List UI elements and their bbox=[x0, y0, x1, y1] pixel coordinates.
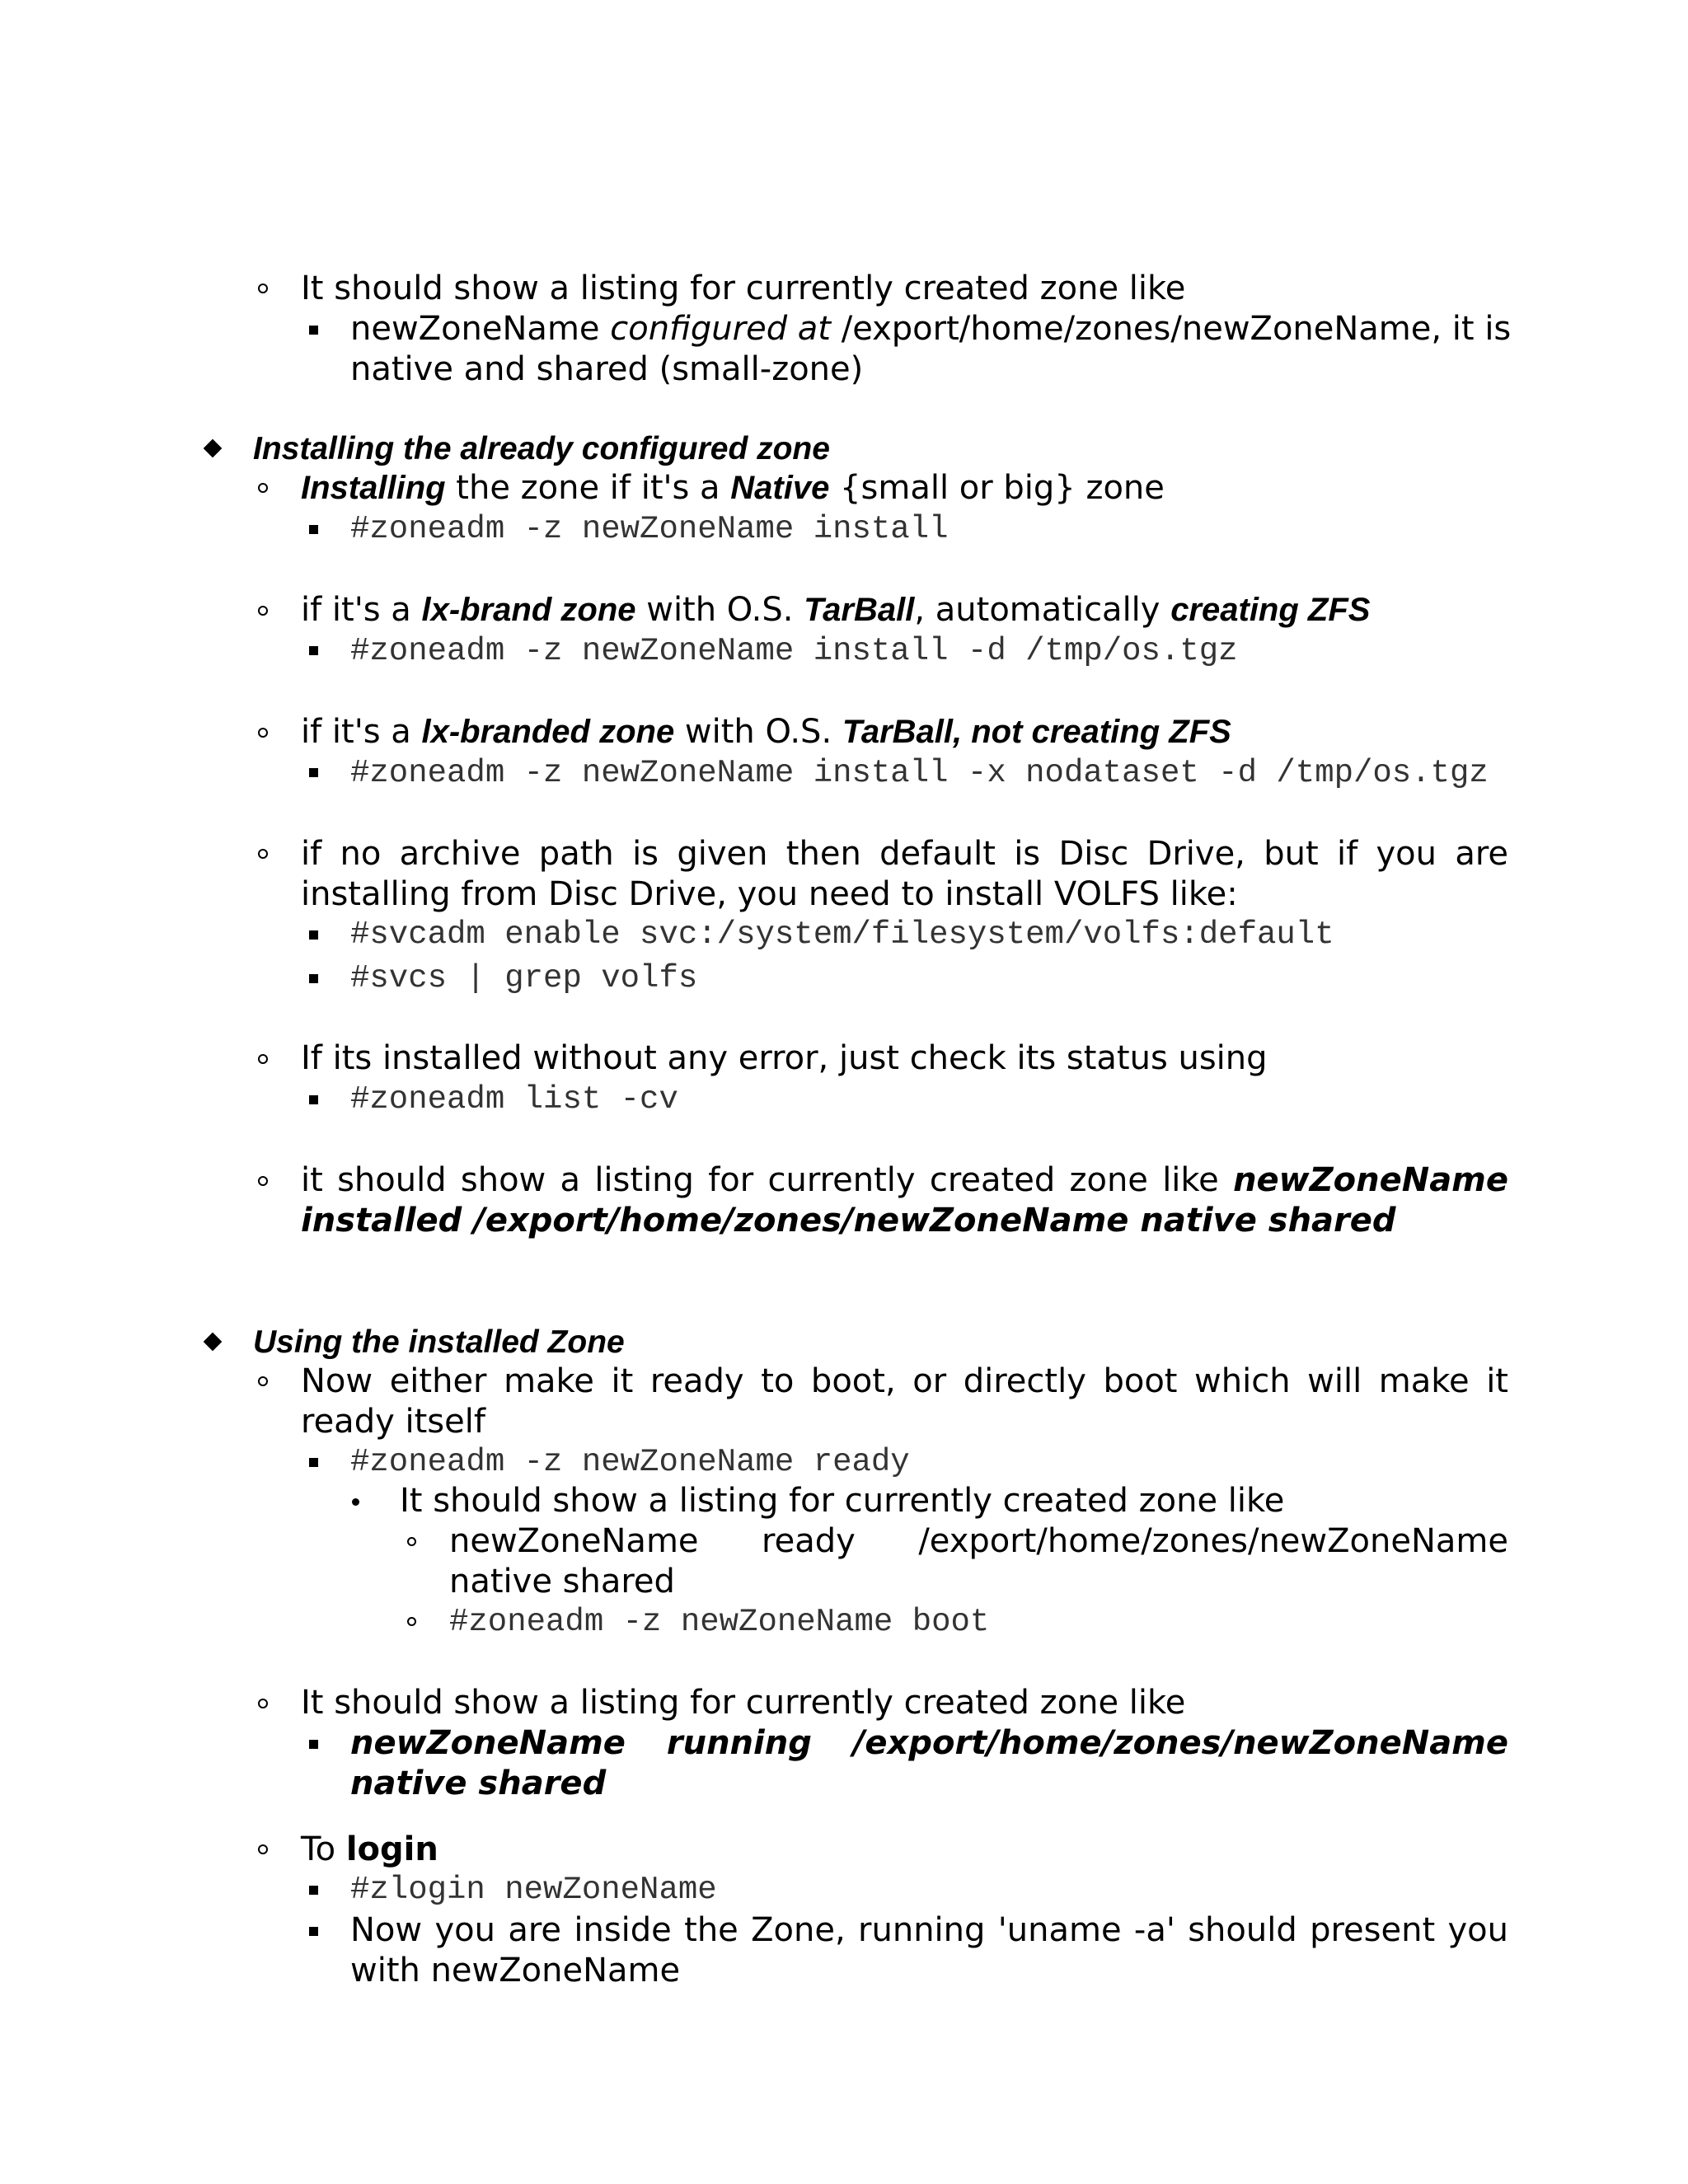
check-status-text bbox=[301, 1038, 1268, 1079]
text-run: newZoneName bbox=[350, 310, 611, 348]
hollow-circle-bullet-icon bbox=[258, 1376, 268, 1386]
hollow-circle-bullet-icon bbox=[258, 728, 268, 738]
text-run: ready bbox=[762, 1522, 856, 1560]
square-bullet-icon bbox=[309, 1095, 318, 1104]
text-run: #svcs | grep volfs bbox=[350, 960, 698, 996]
text-run: /export/home/zones/newZoneName bbox=[852, 1724, 1508, 1762]
command-zlogin bbox=[350, 1870, 717, 1910]
square-bullet-icon bbox=[309, 646, 318, 655]
text-run: , automatically bbox=[914, 591, 1171, 629]
text-run: newZoneName bbox=[449, 1522, 699, 1560]
text-run: /export/home/zones/newZoneName, it is bbox=[831, 310, 1512, 348]
text-run: #zoneadm -z newZoneName boot bbox=[449, 1604, 990, 1640]
text-run: To bbox=[301, 1830, 346, 1868]
configured-zone-line-2 bbox=[350, 349, 863, 390]
text-run: it should show a listing for currently created zone like bbox=[301, 1161, 1219, 1199]
installed-listing-text-2 bbox=[301, 1201, 1396, 1241]
square-bullet-icon bbox=[309, 1740, 318, 1749]
text-run: Installing the already configured zone bbox=[253, 431, 830, 466]
hollow-circle-bullet-icon bbox=[258, 1176, 268, 1186]
text-run: If its installed without any error, just check its status using bbox=[301, 1039, 1268, 1077]
text-run: installed /export/home/zones/newZoneName native shared bbox=[301, 1202, 1396, 1240]
square-bullet-icon bbox=[309, 768, 318, 777]
install-native-text bbox=[301, 468, 1165, 509]
hollow-circle-bullet-icon bbox=[258, 1699, 268, 1708]
text-run: native shared bbox=[350, 1765, 607, 1802]
inside-zone-text bbox=[350, 1910, 1508, 1951]
diamond-bullet-icon bbox=[204, 1333, 223, 1352]
text-run: if it's a bbox=[301, 591, 422, 629]
bold-italic-text-run: Native bbox=[730, 470, 830, 506]
command-install-d bbox=[350, 631, 1238, 672]
command-svcadm bbox=[350, 915, 1334, 955]
archive-path-text-2 bbox=[301, 874, 1238, 915]
text-run: if no archive path is given then default is Disc Drive, but if you are bbox=[301, 835, 1508, 873]
text-run: newZoneName bbox=[350, 1724, 626, 1762]
boot-ready-text bbox=[301, 1361, 1508, 1402]
running-status-line bbox=[350, 1723, 1508, 1764]
login-heading-text bbox=[301, 1830, 438, 1870]
text-run: It should show a listing for currently created zone like bbox=[400, 1482, 1285, 1520]
bold-italic-text-run: creating ZFS bbox=[1170, 592, 1371, 628]
text-run: if it's a bbox=[301, 713, 422, 751]
installed-listing-text bbox=[301, 1160, 1508, 1201]
hollow-circle-bullet-icon bbox=[258, 849, 268, 859]
command-list bbox=[350, 1080, 678, 1120]
square-bullet-icon bbox=[309, 1927, 318, 1936]
text-run: native shared bbox=[449, 1563, 675, 1601]
italic-text-run: configured at bbox=[610, 310, 831, 348]
ready-listing-text bbox=[400, 1481, 1284, 1521]
text-run: native and shared (small-zone) bbox=[350, 350, 864, 388]
lx-brand-text bbox=[301, 590, 1370, 630]
hollow-circle-bullet-icon bbox=[258, 1844, 268, 1854]
lx-branded-text bbox=[301, 712, 1231, 752]
square-bullet-icon bbox=[309, 326, 318, 335]
text-run: installing from Disc Drive, you need to install VOLFS like: bbox=[301, 875, 1238, 913]
text-run: running bbox=[666, 1724, 812, 1762]
text-run: #zlogin newZoneName bbox=[350, 1872, 717, 1908]
square-bullet-icon bbox=[309, 1886, 318, 1895]
text-run: It should show a listing for currently created zone like bbox=[301, 1684, 1186, 1722]
boot-ready-text-2 bbox=[301, 1402, 485, 1442]
command-install bbox=[350, 509, 949, 550]
text-run: with O.S. bbox=[674, 713, 842, 751]
hollow-circle-bullet-icon bbox=[407, 1617, 416, 1626]
listing-intro-text bbox=[301, 269, 1185, 309]
bold-italic-text-run: TarBall bbox=[804, 592, 915, 628]
text-run: with newZoneName bbox=[350, 1952, 681, 1990]
command-ready bbox=[350, 1442, 910, 1483]
bold-text-run: login bbox=[345, 1830, 438, 1868]
text-run: #zoneadm list -cv bbox=[350, 1081, 678, 1118]
diamond-bullet-icon bbox=[204, 439, 223, 458]
text-run: /export/home/zones/newZoneName bbox=[918, 1522, 1508, 1560]
configured-zone-line bbox=[350, 309, 1511, 349]
square-bullet-icon bbox=[309, 974, 318, 983]
section-heading-using bbox=[253, 1322, 625, 1362]
bold-italic-text-run: lx-branded zone bbox=[421, 714, 675, 750]
running-listing-text bbox=[301, 1683, 1185, 1723]
text-run: Now either make it ready to boot, or directly boot which will make it bbox=[301, 1362, 1508, 1400]
archive-path-text bbox=[301, 834, 1508, 874]
inside-zone-text-2 bbox=[350, 1951, 680, 1991]
command-boot bbox=[449, 1602, 989, 1643]
bold-italic-text-run: newZoneName bbox=[1233, 1161, 1508, 1199]
text-run: #zoneadm -z newZoneName install -x nodataset -d /tmp/os.tgz bbox=[350, 755, 1489, 791]
dot-bullet-icon bbox=[352, 1498, 359, 1506]
hollow-circle-bullet-icon bbox=[258, 1054, 268, 1064]
text-run: the zone if it's a bbox=[445, 469, 731, 507]
text-run: Now you are inside the Zone, running 'uname -a' should present you bbox=[350, 1911, 1508, 1949]
bold-italic-text-run: lx-brand zone bbox=[421, 592, 636, 628]
command-svcs bbox=[350, 958, 697, 999]
square-bullet-icon bbox=[309, 1458, 318, 1467]
text-run: with O.S. bbox=[635, 591, 804, 629]
text-run: #zoneadm -z newZoneName install -d /tmp/os.tgz bbox=[350, 633, 1238, 669]
hollow-circle-bullet-icon bbox=[258, 284, 268, 293]
hollow-circle-bullet-icon bbox=[258, 606, 268, 616]
ready-status-line bbox=[449, 1521, 1508, 1562]
running-status-line-2 bbox=[350, 1764, 606, 1804]
bold-italic-text-run: Installing bbox=[301, 470, 446, 506]
text-run: It should show a listing for currently created zone like bbox=[301, 269, 1186, 307]
text-run: {small or big} zone bbox=[829, 469, 1165, 507]
text-run: #zoneadm -z newZoneName install bbox=[350, 511, 949, 547]
hollow-circle-bullet-icon bbox=[407, 1537, 416, 1546]
text-run: #svcadm enable svc:/system/filesystem/volfs:default bbox=[350, 916, 1334, 953]
square-bullet-icon bbox=[309, 525, 318, 534]
text-run: Using the installed Zone bbox=[253, 1324, 625, 1360]
bold-italic-text-run: TarBall, not creating ZFS bbox=[842, 714, 1231, 750]
section-heading-installing bbox=[253, 429, 830, 469]
hollow-circle-bullet-icon bbox=[258, 483, 268, 493]
text-run: ready itself bbox=[301, 1403, 485, 1441]
ready-status-line-2 bbox=[449, 1562, 675, 1602]
text-run: #zoneadm -z newZoneName ready bbox=[350, 1444, 910, 1480]
command-install-nodataset bbox=[350, 753, 1489, 794]
square-bullet-icon bbox=[309, 930, 318, 940]
